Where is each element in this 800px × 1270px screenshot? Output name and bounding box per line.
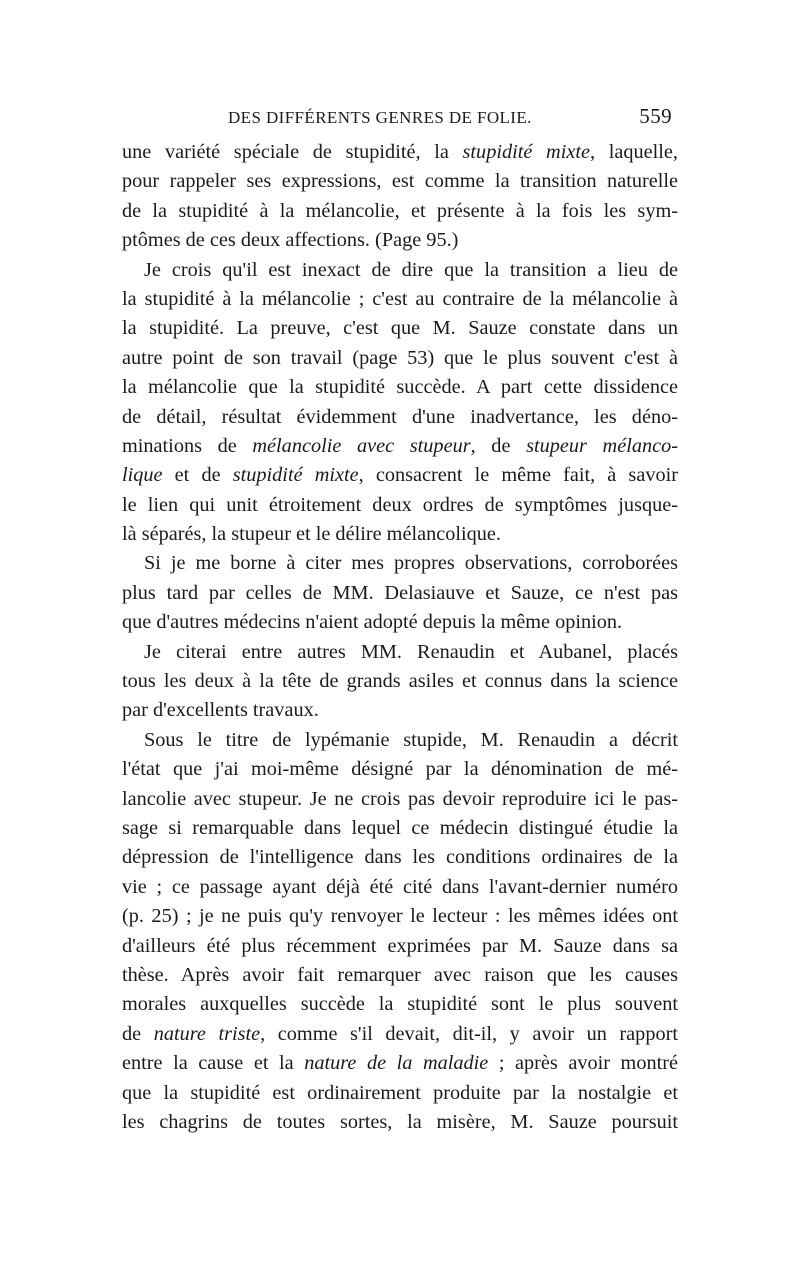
italic-text: stupidité mixte	[232, 464, 359, 487]
text-line	[122, 167, 678, 196]
italic-text: nature de la maladie	[304, 1052, 489, 1075]
text-line	[122, 755, 678, 784]
text-segment: sage si remarquable dans lequel ce médecin distingué étudie la	[122, 816, 678, 839]
text-line	[122, 579, 678, 608]
text-line	[122, 432, 678, 461]
text-line	[122, 1108, 678, 1137]
text-line	[122, 873, 678, 902]
page-number: 559	[639, 104, 672, 128]
text-segment: l'état que j'ai moi-même désigné par la dénomination de mé-	[122, 758, 678, 781]
text-line	[122, 843, 678, 872]
text-line	[122, 285, 678, 314]
text-segment: d'ailleurs été plus récemment exprimées par M. Sauze dans sa	[122, 934, 678, 957]
running-head-title: DES DIFFÉRENTS GENRES DE FOLIE.	[228, 108, 532, 127]
text-segment: Si je me borne à citer mes propres observations, corroborées	[144, 552, 678, 575]
text-line	[122, 726, 678, 755]
text-segment: minations de	[122, 434, 253, 457]
text-segment: de la stupidité à la mélancolie, et présente à la fois les sym-	[122, 199, 678, 222]
text-segment: les chagrins de toutes sortes, la misère, M. Sauze poursuit	[122, 1110, 678, 1133]
text-segment: morales auxquelles succède la stupidité sont le plus souvent	[122, 993, 678, 1016]
text-segment: Sous le titre de lypémanie stupide, M. Renaudin a décrit	[144, 728, 678, 751]
text-line	[122, 373, 678, 402]
text-segment: dépression de l'intelligence dans les conditions ordinaires de la	[122, 846, 678, 869]
text-segment: là séparés, la stupeur et le délire mélancolique.	[122, 523, 501, 546]
text-line	[122, 344, 678, 373]
text-line	[122, 226, 678, 255]
text-line	[122, 608, 678, 637]
italic-text: lique	[122, 464, 163, 487]
text-line	[122, 696, 678, 725]
text-segment: (p. 25) ; je ne puis qu'y renvoyer le lecteur : les mêmes idées ont	[122, 905, 678, 928]
text-line	[122, 314, 678, 343]
text-segment: la stupidité à la mélancolie ; c'est au contraire de la mélancolie à	[122, 287, 678, 310]
text-line	[122, 256, 678, 285]
text-line	[122, 1049, 678, 1078]
text-segment: Je citerai entre autres MM. Renaudin et Aubanel, placés	[144, 640, 678, 663]
italic-text: mélancolie avec stupeur	[252, 434, 471, 457]
text-segment: une variété spéciale de stupidité, la	[122, 141, 463, 163]
text-segment: et de	[162, 464, 233, 487]
text-line	[122, 403, 678, 432]
text-segment: , laquelle,	[589, 141, 678, 163]
text-line	[122, 197, 678, 226]
text-line	[122, 961, 678, 990]
text-line	[122, 549, 678, 578]
text-segment: le lien qui unit étroitement deux ordres de symptômes jusque-	[122, 493, 678, 516]
text-segment: , de	[470, 434, 527, 457]
text-line	[122, 1079, 678, 1108]
text-segment: thèse. Après avoir fait remarquer avec raison que les causes	[122, 963, 678, 986]
text-line	[122, 785, 678, 814]
text-segment: pour rappeler ses expressions, est comme la transition naturelle	[122, 170, 678, 193]
text-segment: , comme s'il devait, dit-il, y avoir un rapport	[260, 1022, 678, 1045]
text-segment: de	[122, 1022, 154, 1045]
text-segment: tous les deux à la tête de grands asiles et connus dans la science	[122, 670, 678, 693]
text-segment: par d'excellents travaux.	[122, 699, 319, 722]
italic-text: nature triste	[153, 1022, 261, 1045]
text-segment: la stupidité. La preuve, c'est que M. Sauze constate dans un	[122, 317, 678, 340]
text-line	[122, 491, 678, 520]
text-segment: entre la cause et la	[122, 1052, 305, 1075]
text-segment: autre point de son travail (page 53) que le plus souvent c'est à	[122, 346, 678, 369]
text-segment: que la stupidité est ordinairement produite par la nostalgie et	[122, 1081, 678, 1104]
text-segment: Je crois qu'il est inexact de dire que la transition a lieu de	[144, 258, 678, 281]
text-line	[122, 667, 678, 696]
text-segment: vie ; ce passage ayant déjà été cité dans l'avant-dernier numéro	[122, 875, 678, 898]
text-line	[122, 932, 678, 961]
book-page	[122, 104, 678, 1137]
text-segment: que d'autres médecins n'aient adopté depuis la même opinion.	[122, 611, 623, 634]
body-text	[122, 138, 678, 1137]
running-head	[122, 104, 678, 134]
italic-text: stupeur mélanco-	[526, 434, 679, 457]
text-line	[122, 638, 678, 667]
text-line	[122, 1020, 678, 1049]
text-segment: lancolie avec stupeur. Je ne crois pas devoir reproduire ici le pas-	[122, 787, 678, 810]
text-line	[122, 520, 678, 549]
text-line	[122, 461, 678, 490]
text-line	[122, 138, 678, 167]
text-line	[122, 990, 678, 1019]
text-segment: , consacrent le même fait, à savoir	[358, 464, 678, 487]
text-segment: ptômes de ces deux affections. (Page 95.)	[122, 229, 459, 252]
text-segment: de détail, résultat évidemment d'une inadvertance, les déno-	[122, 405, 678, 428]
text-segment: la mélancolie que la stupidité succède. A part cette dissidence	[122, 376, 678, 399]
text-segment: ; après avoir montré	[488, 1052, 679, 1075]
text-segment: plus tard par celles de MM. Delasiauve et Sauze, ce n'est pas	[122, 581, 678, 604]
text-line	[122, 814, 678, 843]
text-line	[122, 902, 678, 931]
italic-text: stupidité mixte	[462, 141, 590, 163]
